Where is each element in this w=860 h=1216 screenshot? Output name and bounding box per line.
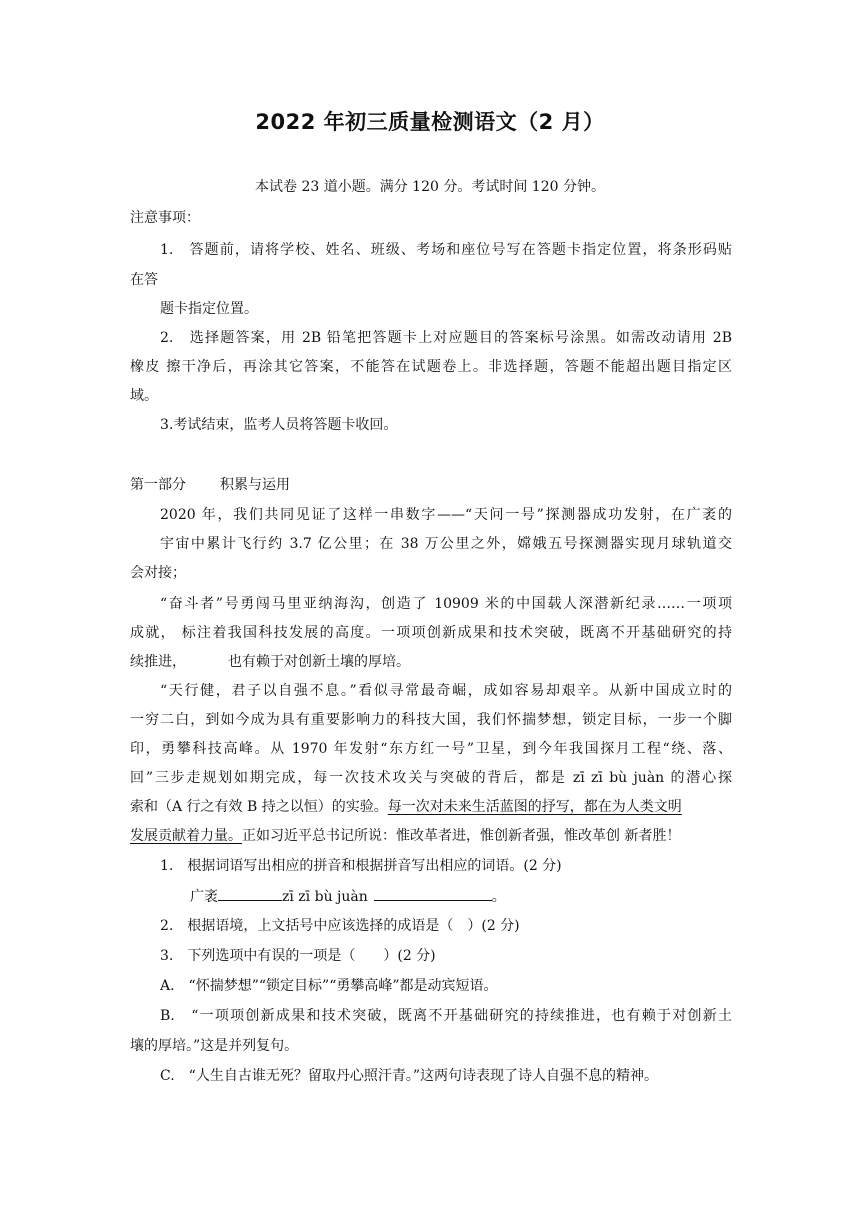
underlined-sentence-part-2: 发展贡献着力量。 (130, 828, 242, 844)
part-title: 积累与运用 (220, 477, 290, 493)
exam-info: 本试卷 23 道小题。满分 120 分。考试时间 120 分钟。 (255, 179, 605, 195)
q1-end: 。 (491, 889, 506, 905)
passage-p2-line-3-a: 续推进， (130, 654, 186, 670)
question-3: 3. 下列选项中有误的一项是（ ）(2 分) (160, 948, 436, 964)
part-heading (130, 475, 290, 495)
passage-p3-line-1: “天行健，君子以自强不息。”看似寻常最奇崛，成如容易却艰辛。从新中国成立时的 (160, 683, 732, 699)
notice-item-1-line-2: 在答 (130, 272, 158, 288)
option-c: C. “人生自古谁无死？留取丹心照汗青。”这两句诗表现了诗人自强不息的精神。 (160, 1068, 658, 1084)
notice-item-1-line-3: 题卡指定位置。 (160, 301, 258, 317)
passage-p3-line-2: 一穷二白，到如今成为具有重要影响力的科技大国，我们怀揣梦想，锁定目标，一步一个脚 (130, 712, 732, 728)
option-a: A. “怀揣梦想”“锁定目标”“勇攀高峰”都是动宾短语。 (160, 978, 498, 994)
passage-p2-line-3 (130, 652, 410, 672)
passage-p3-line-6 (130, 826, 680, 846)
passage-p1-line-1: 2020 年，我们共同见证了这样一串数字——“天问一号”探测器成功发射，在广袤的 (160, 507, 732, 523)
option-b-line-1: B. “一项项创新成果和技术突破，既离不开基础研究的持续推进，也有赖于对创新土 (160, 1008, 732, 1024)
notice-item-3: 3.考试结束，监考人员将答题卡收回。 (160, 417, 398, 433)
option-b-line-2: 壤的厚培。”这是并列复句。 (130, 1038, 299, 1054)
passage-p1-line-2: 宇宙中累计飞行约 3.7 亿公里；在 38 万公里之外，嫦娥五号探测器实现月球轨道交 (160, 536, 732, 552)
question-1-answer-line (190, 886, 506, 907)
question-2: 2. 根据语境，上文括号中应该选择的成语是（ ）(2 分) (160, 918, 520, 934)
part-number: 第一部分 (130, 477, 186, 493)
page-title: 2022 年初三质量检测语文（2 月） (255, 110, 605, 134)
passage-p1-line-3: 会对接； (130, 565, 186, 581)
passage-p3-line-4: 回”三步走规划如期完成，每一次技术攻关与突破的背后，都是 zī zī bù juàn 的潜心探 (130, 770, 732, 786)
passage-p3-line-6-b: 正如习近平总书记所说：惟改革者进，惟创新者强，惟改革创 新者胜！ (242, 828, 681, 844)
notice-item-2-line-2: 橡皮 擦干净后，再涂其它答案，不能答在试题卷上。非选择题，答题不能超出题目指定区 (130, 359, 732, 375)
notice-item-2-line-1: 2. 选择题答案，用 2B 铅笔把答题卡上对应题目的答案标号涂黑。如需改动请用 2B (160, 330, 732, 346)
passage-p3-line-5 (130, 797, 682, 817)
q1-answer-blank-1[interactable] (218, 886, 282, 901)
underlined-sentence-part-1: 每一次对未来生活蓝图的抒写，都在为人类文明 (387, 799, 682, 815)
passage-p3-line-5-a: 索和（A 行之有效 B 持之以恒）的实验。 (130, 799, 388, 815)
passage-p2-line-3-b: 也有赖于对创新土壤的厚培。 (228, 654, 410, 670)
q1-word: 广袤 (190, 889, 218, 905)
passage-p3-line-3: 印，勇攀科技高峰。从 1970 年发射“东方红一号”卫星，到今年我国探月工程“绕、落、 (130, 741, 732, 757)
passage-p2-line-1: “奋斗者”号勇闯马里亚纳海沟，创造了 10909 米的中国载人深潜新纪录……一项项 (160, 596, 732, 612)
notice-heading: 注意事项： (130, 210, 200, 226)
notice-item-1-line-1: 1. 答题前，请将学校、姓名、班级、考场和座位号写在答题卡指定位置，将条形码贴 (160, 242, 732, 258)
notice-item-2-line-3: 域。 (130, 388, 158, 404)
q1-answer-blank-2[interactable] (374, 886, 492, 901)
q1-pinyin: zī zī bù juàn (282, 889, 368, 905)
question-1: 1. 根据词语写出相应的拼音和根据拼音写出相应的词语。(2 分) (160, 858, 562, 874)
passage-p2-line-2: 成就， 标注着我国科技发展的高度。一项项创新成果和技术突破，既离不开基础研究的持 (130, 625, 732, 641)
